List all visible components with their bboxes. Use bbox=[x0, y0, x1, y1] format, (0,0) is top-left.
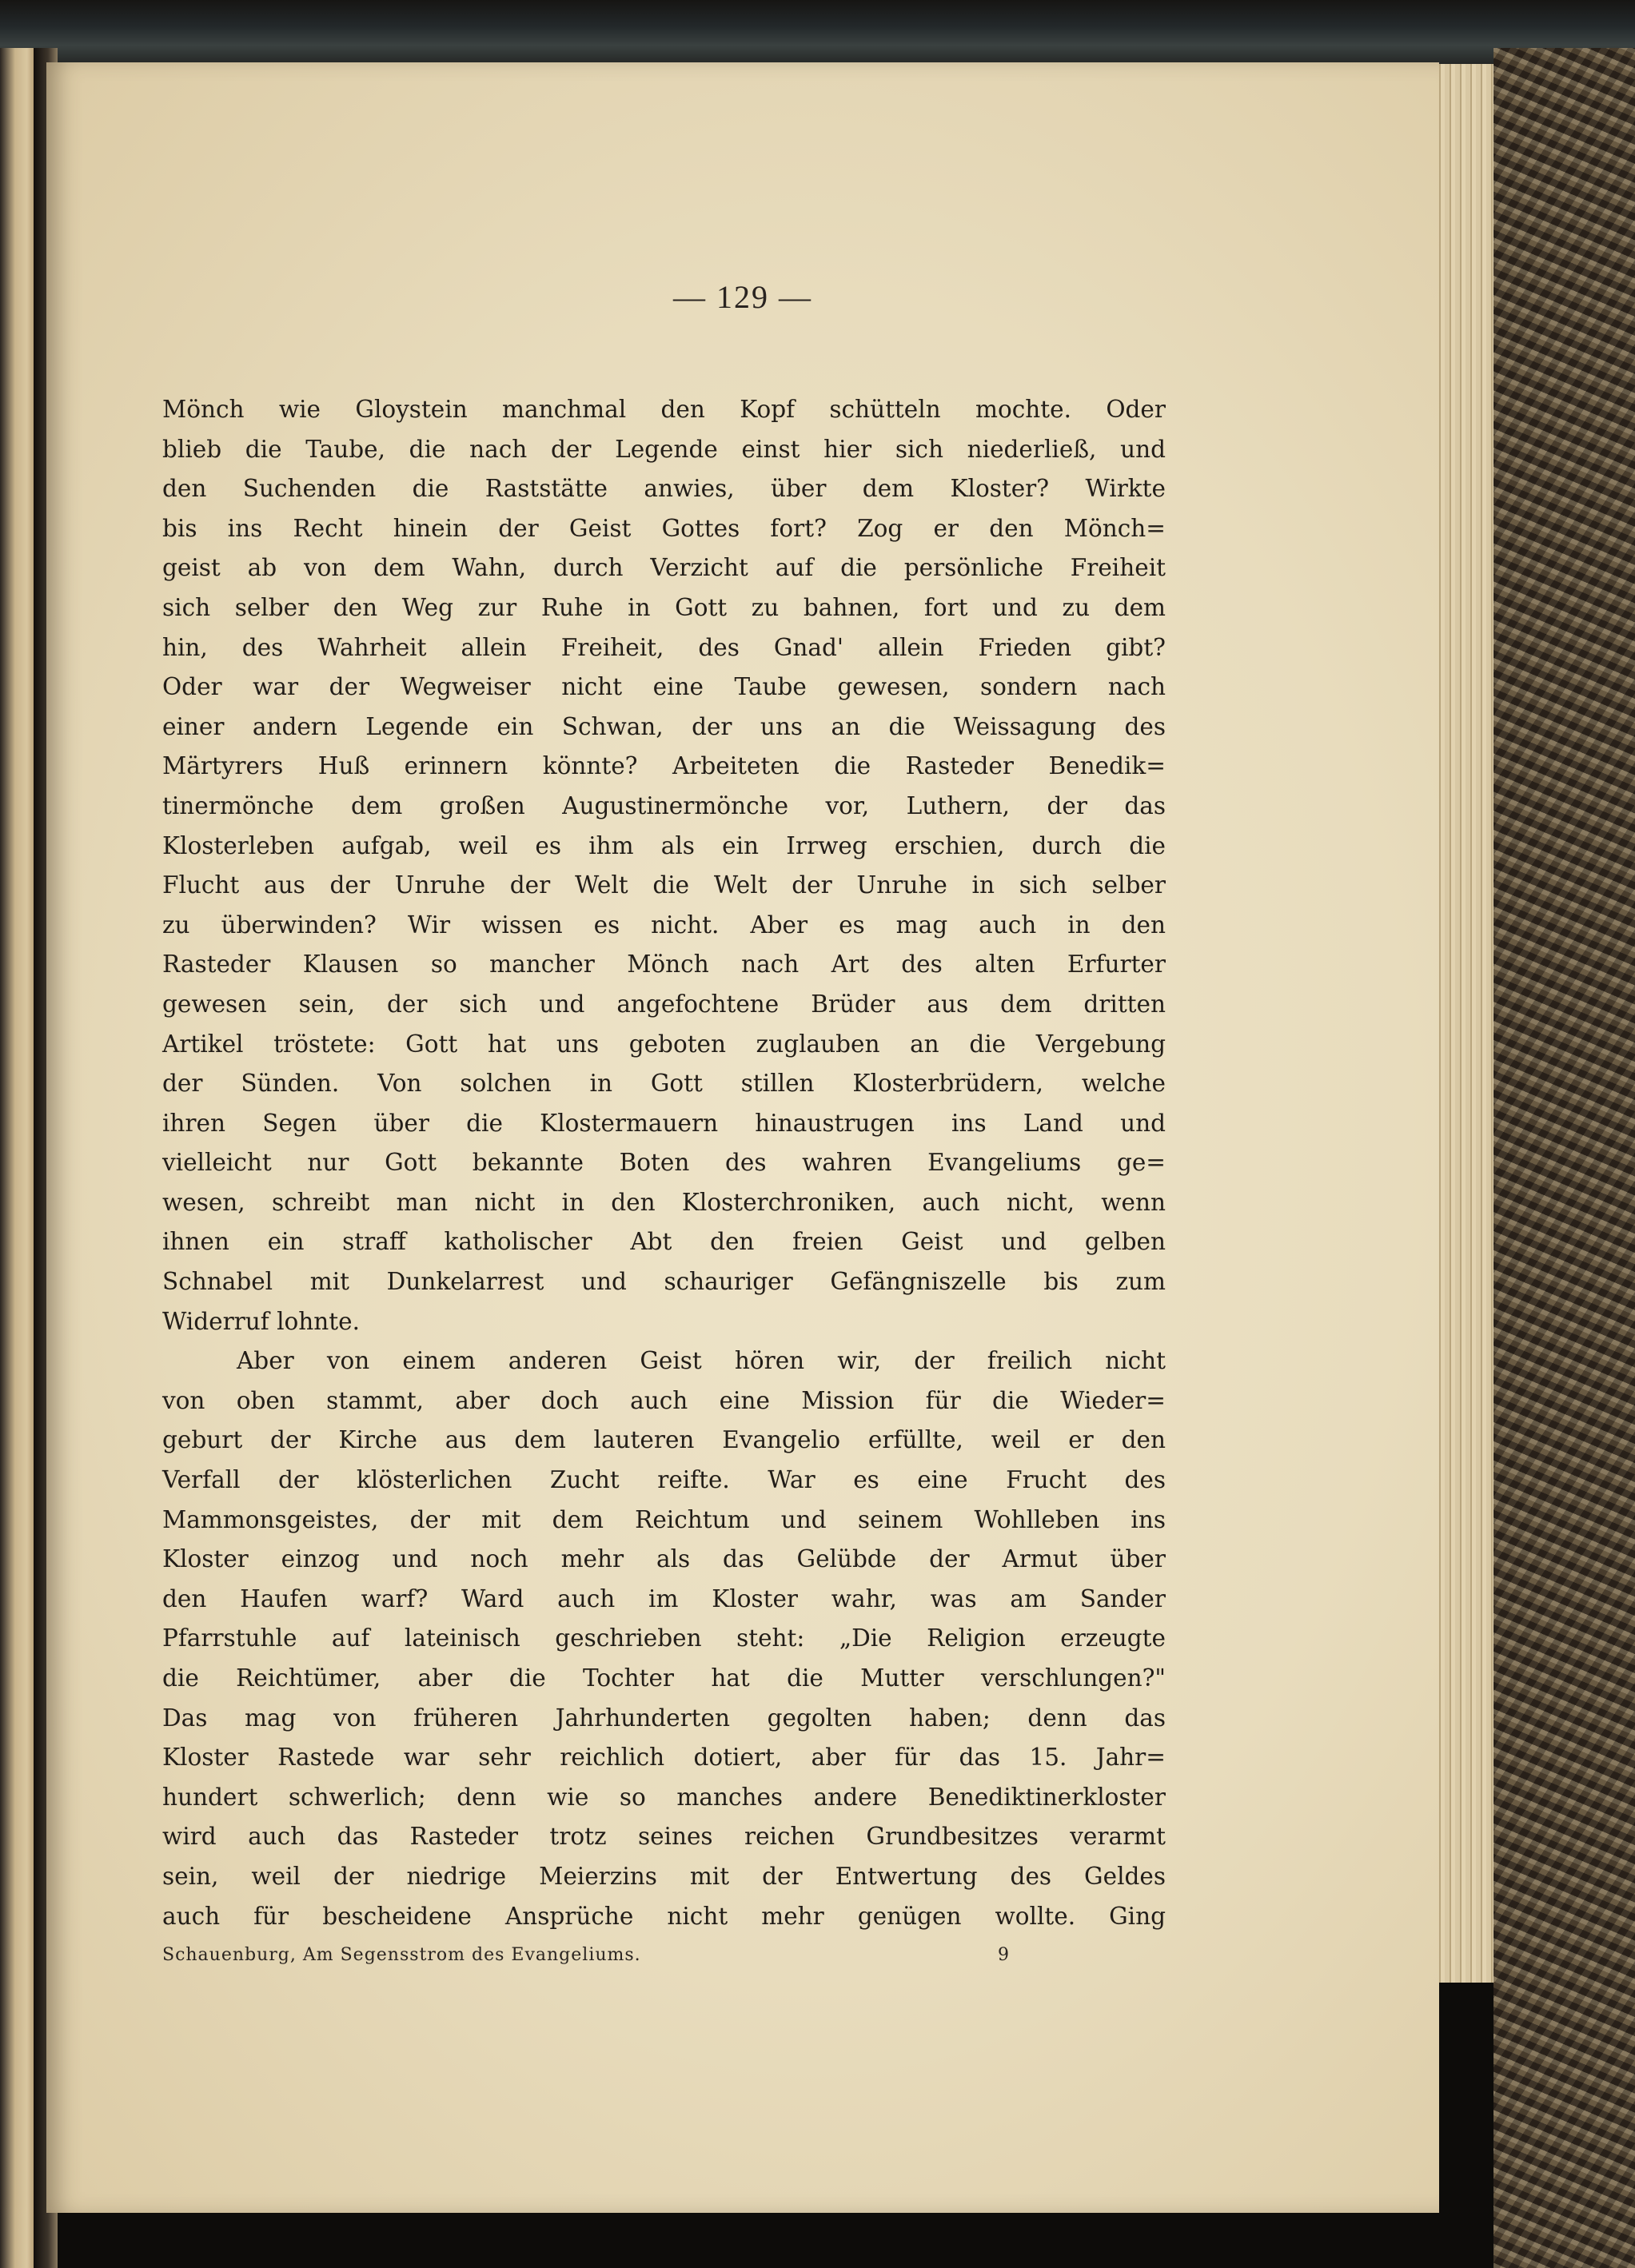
text-line: Mönch wie Gloystein manchmal den Kopf schütteln mochte. Oder bbox=[162, 396, 1166, 423]
text-line: Märtyrers Huß erinnern könnte? Arbeiteten die Rasteder Benedik= bbox=[162, 752, 1166, 780]
marbled-cover-edge bbox=[1493, 48, 1635, 2268]
text-line: die Reichtümer, aber die Tochter hat die Mutter verschlungen?" bbox=[162, 1664, 1166, 1692]
text-line: sich selber den Weg zur Ruhe in Gott zu bahnen, fort und zu dem bbox=[162, 593, 1166, 621]
text-line: gewesen sein, der sich und angefochtene Brüder aus dem dritten bbox=[162, 990, 1166, 1018]
text-line: Mammonsgeistes, der mit dem Reichtum und seinem Wohlleben ins bbox=[162, 1505, 1166, 1533]
text-line: Flucht aus der Unruhe der Welt die Welt der Unruhe in sich selber bbox=[162, 871, 1166, 899]
book-page bbox=[46, 62, 1439, 2213]
footer-title: Schauenburg, Am Segensstrom des Evangeliums. bbox=[162, 1945, 641, 1965]
text-line: Kloster einzog und noch mehr als das Gelübde der Armut über bbox=[162, 1545, 1166, 1573]
text-line: einer andern Legende ein Schwan, der uns an die Weissagung des bbox=[162, 712, 1166, 740]
text-line: Rasteder Klausen so mancher Mönch nach Art des alten Erfurter bbox=[162, 951, 1166, 979]
text-line: auch für bescheidene Ansprüche nicht mehr genügen wollte. Ging bbox=[162, 1902, 1166, 1930]
facing-page-edge bbox=[0, 48, 34, 2268]
text-line: tinermönche dem großen Augustinermönche vor, Luthern, der das bbox=[162, 791, 1166, 819]
text-line: von oben stammt, aber doch auch eine Mission für die Wieder= bbox=[162, 1386, 1166, 1414]
text-line: geburt der Kirche aus dem lauteren Evangelio erfüllte, weil er den bbox=[162, 1426, 1166, 1454]
text-line: Pfarrstuhle auf lateinisch geschrieben steht: „Die Religion erzeugte bbox=[162, 1624, 1166, 1652]
text-line: Oder war der Wegweiser nicht eine Taube gewesen, sondern nach bbox=[162, 673, 1166, 701]
text-line: Das mag von früheren Jahrhunderten gegolten haben; denn das bbox=[162, 1704, 1166, 1732]
text-line: zu überwinden? Wir wissen es nicht. Aber es mag auch in den bbox=[162, 911, 1166, 939]
text-line: blieb die Taube, die nach der Legende einst hier sich niederließ, und bbox=[162, 435, 1166, 463]
text-line: den Haufen warf? Ward auch im Kloster wahr, was am Sander bbox=[162, 1584, 1166, 1612]
text-line: Schnabel mit Dunkelarrest und schauriger Gefängniszelle bis zum bbox=[162, 1268, 1166, 1296]
text-line: Aber von einem anderen Geist hören wir, der freilich nicht bbox=[237, 1347, 1166, 1375]
text-line: wesen, schreibt man nicht in den Klosterchroniken, auch nicht, wenn bbox=[162, 1188, 1166, 1216]
text-line: vielleicht nur Gott bekannte Boten des wahren Evangeliums ge= bbox=[162, 1149, 1166, 1177]
signature-mark: 9 bbox=[998, 1945, 1009, 1965]
text-line: hundert schwerlich; denn wie so manches andere Benediktinerkloster bbox=[162, 1783, 1166, 1811]
text-line: wird auch das Rasteder trotz seines reichen Grundbesitzes verarmt bbox=[162, 1823, 1166, 1851]
text-line: Klosterleben aufgab, weil es ihm als ein Irrweg erschien, durch die bbox=[162, 831, 1166, 859]
text-line: der Sünden. Von solchen in Gott stillen Klosterbrüdern, welche bbox=[162, 1070, 1166, 1098]
text-line: ihren Segen über die Klostermauern hinaustrugen ins Land und bbox=[162, 1109, 1166, 1137]
text-line: bis ins Recht hinein der Geist Gottes fort? Zog er den Mönch= bbox=[162, 514, 1166, 542]
body-text bbox=[162, 390, 1166, 1936]
text-line: Widerruf lohnte. bbox=[162, 1307, 360, 1335]
text-line: Verfall der klösterlichen Zucht reifte. War es eine Frucht des bbox=[162, 1466, 1166, 1494]
text-line: hin, des Wahrheit allein Freiheit, des Gnad' allein Frieden gibt? bbox=[162, 633, 1166, 661]
text-line: geist ab von dem Wahn, durch Verzicht auf die persönliche Freiheit bbox=[162, 554, 1166, 582]
text-line: ihnen ein straff katholischer Abt den freien Geist und gelben bbox=[162, 1228, 1166, 1256]
text-line: sein, weil der niedrige Meierzins mit der Entwertung des Geldes bbox=[162, 1862, 1166, 1890]
text-line: Kloster Rastede war sehr reichlich dotiert, aber für das 15. Jahr= bbox=[162, 1744, 1166, 1772]
text-line: Artikel tröstete: Gott hat uns geboten zuglauben an die Vergebung bbox=[162, 1030, 1166, 1058]
text-line: den Suchenden die Raststätte anwies, über dem Kloster? Wirkte bbox=[162, 475, 1166, 503]
page-number: — 129 — bbox=[673, 279, 812, 315]
